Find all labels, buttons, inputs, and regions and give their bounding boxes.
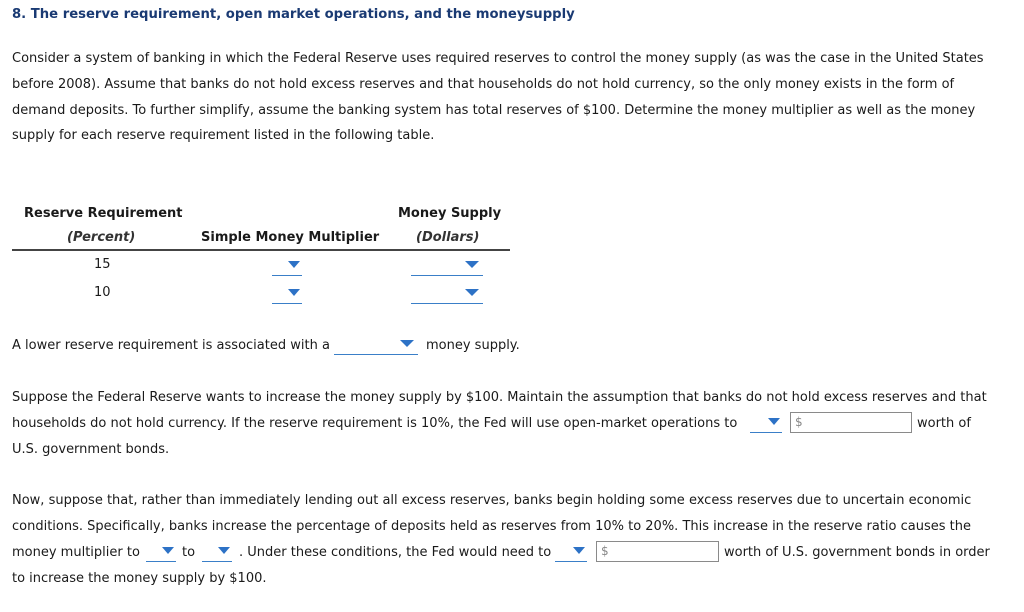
q3-buy-sell-dropdown[interactable] bbox=[555, 540, 587, 562]
chevron-down-icon bbox=[288, 261, 300, 268]
chevron-down-icon bbox=[465, 289, 479, 296]
q2-line: worth of bbox=[917, 416, 971, 431]
q3-text: . Under these conditions, the Fed would need to bbox=[239, 545, 552, 560]
dollar-sign: $ bbox=[601, 544, 609, 558]
multiplier-dropdown-10[interactable] bbox=[272, 282, 302, 304]
q2-amount-input[interactable] bbox=[790, 412, 912, 433]
q3-line: Now, suppose that, rather than immediately lending out all excess reserves, banks begin holding some excess reserves due to uncertain economic bbox=[12, 493, 972, 508]
q3-text: worth of U.S. government bonds in order bbox=[724, 545, 990, 560]
chevron-down-icon bbox=[400, 340, 414, 347]
intro-line: supply for each reserve requirement listed in the following table. bbox=[12, 128, 435, 144]
q2-buy-sell-dropdown[interactable] bbox=[750, 411, 782, 433]
dollar-sign: $ bbox=[795, 415, 803, 429]
row-15-requirement: 15 bbox=[94, 257, 111, 272]
col-money-supply-header: Money Supply bbox=[398, 206, 502, 221]
q2-line: U.S. government bonds. bbox=[12, 442, 170, 457]
q3-multiplier-to-dropdown[interactable] bbox=[202, 540, 232, 562]
col-money-multiplier-header: Simple Money Multiplier bbox=[201, 230, 380, 245]
money-supply-dropdown-10[interactable] bbox=[411, 282, 483, 304]
question-title: 8. The reserve requirement, open market operations, and the moneysupply bbox=[12, 7, 575, 22]
money-supply-dropdown-15[interactable] bbox=[411, 254, 483, 276]
chevron-down-icon bbox=[573, 547, 585, 554]
q2-line: Suppose the Federal Reserve wants to increase the money supply by $100. Maintain the assumption that banks do not hold excess reserves and that bbox=[12, 390, 987, 405]
chevron-down-icon bbox=[768, 418, 780, 425]
chevron-down-icon bbox=[162, 547, 174, 554]
q3-line: conditions. Specifically, banks increase the percentage of deposits held as reserves from 10% to 20%. This increase in the reserve ratio causes the bbox=[12, 519, 971, 534]
q3-text: money multiplier to bbox=[12, 545, 140, 560]
q3-text: to bbox=[182, 545, 196, 560]
chevron-down-icon bbox=[465, 261, 479, 268]
q3-multiplier-from-dropdown[interactable] bbox=[146, 540, 176, 562]
chevron-down-icon bbox=[218, 547, 230, 554]
col-money-supply-unit: (Dollars) bbox=[416, 230, 480, 245]
q2-line: households do not hold currency. If the reserve requirement is 10%, the Fed will use open-market operations to bbox=[12, 416, 738, 431]
chevron-down-icon bbox=[288, 289, 300, 296]
intro-paragraph bbox=[12, 46, 1002, 149]
intro-line: Consider a system of banking in which the Federal Reserve uses required reserves to control the money supply (as was the case in the United States bbox=[12, 51, 984, 66]
q1-text-before: A lower reserve requirement is associated with a bbox=[12, 338, 330, 353]
multiplier-dropdown-15[interactable] bbox=[272, 254, 302, 276]
col-reserve-requirement-header: Reserve Requirement bbox=[24, 206, 183, 221]
q3-line: to increase the money supply by $100. bbox=[12, 571, 267, 586]
col-reserve-requirement-unit: (Percent) bbox=[67, 230, 136, 245]
intro-line: before 2008). Assume that banks do not hold excess reserves and that households do not hold currency, so the only money exists in the form of bbox=[12, 76, 955, 92]
row-10-requirement: 10 bbox=[94, 285, 111, 300]
q1-text-after: money supply. bbox=[426, 338, 520, 353]
q3-amount-input[interactable] bbox=[596, 541, 719, 562]
q1-money-supply-dropdown[interactable] bbox=[334, 333, 418, 355]
intro-line: demand deposits. To further simplify, assume the banking system has total reserves of $100. Determine the money multiplier as well as the money bbox=[12, 102, 976, 118]
table-header-rule bbox=[12, 249, 510, 251]
